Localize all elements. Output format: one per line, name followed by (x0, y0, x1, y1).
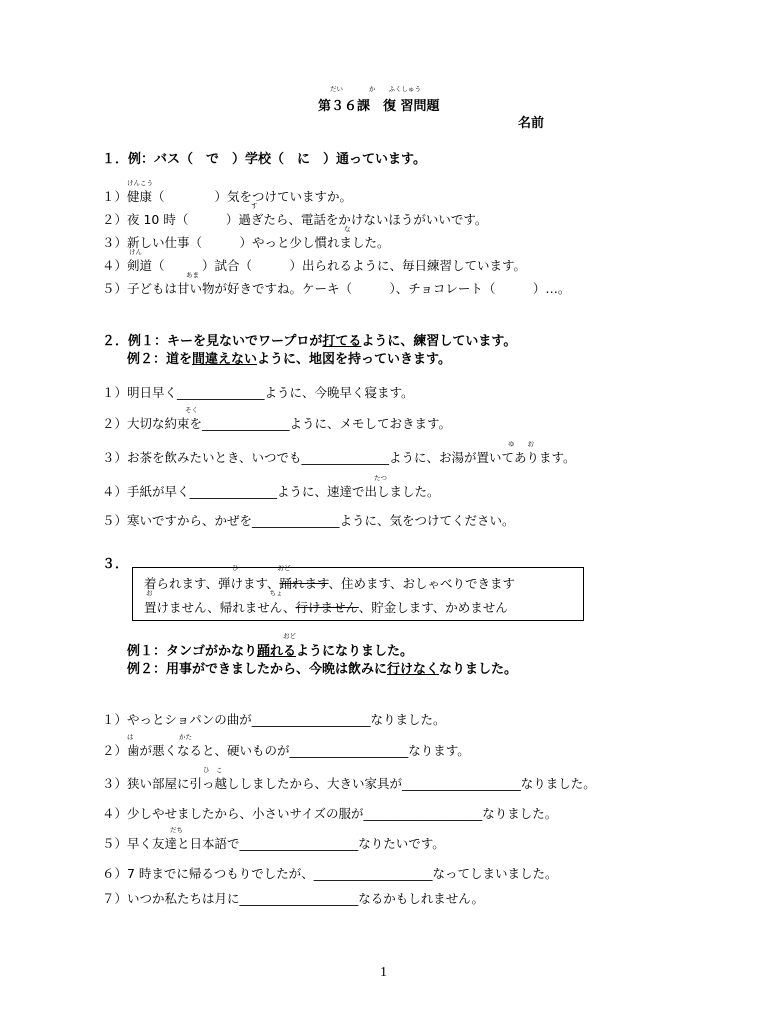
s1-item1-text: 健康（ ）気をつけていますか。 (127, 189, 353, 204)
s3-item2-text: 歯が悪くなると、硬いものが___________________なります。 (127, 743, 470, 758)
s3-item7-num: ７） (102, 891, 128, 906)
s2-item4-num: ４） (102, 484, 128, 499)
box-line2-struck: 行けません (295, 600, 359, 615)
s3-item6-num: ６） (102, 866, 128, 881)
s3-item1-text: やっとショパンの曲が___________________なりました。 (127, 712, 446, 727)
box-line1-b: 、住めます、おしゃべりできます (328, 576, 516, 591)
s1-item4-num: ４） (102, 258, 128, 273)
s3-item5-ruby: だち (170, 826, 183, 834)
box-line2 (144, 598, 508, 616)
page-title: 第３６課 復 習問題 (318, 99, 440, 114)
s1-item1-num: １） (102, 189, 128, 204)
box-line1-ruby: ひ おど (232, 564, 291, 572)
s2-item5-num: ５） (102, 513, 128, 528)
s1-item1-ruby: けんこう (127, 179, 153, 187)
section1-example: １．例：バス（ で ）学校（ に ）通っています。 (102, 152, 426, 167)
box-line2-b: 、貯金します、かめません (358, 600, 508, 615)
s3-item3-num: ３） (102, 776, 128, 791)
section2-example2-post: ように、地図を持っていきます。 (257, 352, 451, 367)
s2-item3-text: お茶を飲みたいとき、いつでも______________ように、お湯が置いてあります。 (127, 450, 576, 465)
s3-item3-text: 狭い部屋に引っ越ししましたから、大きい家具が___________________なりました。 (127, 776, 596, 791)
s1-item5-num: ５） (102, 281, 128, 296)
box-line1-a: 着られます、弾けます、 (144, 576, 280, 591)
s3-item5-num: ５） (102, 836, 128, 851)
section3-example1-underlined: 踊れる (257, 644, 297, 659)
s1-item3-ruby: な (344, 225, 351, 233)
s2-item1-text: 明日早く______________ように、今晩早く寝ます。 (127, 385, 414, 400)
box-line1-struck: 踊れます (279, 576, 329, 591)
s3-item4-text: 少しやせましたから、小さいサイズの服が___________________なりました。 (127, 806, 558, 821)
s2-item2-num: ２） (102, 416, 128, 431)
section3-example1-pre: 例１：タンゴがかなり (127, 644, 258, 659)
s1-item2-text: 夜 10 時（ ）過ぎたら、電話をかけないほうがいいです。 (127, 212, 488, 227)
s2-item4-text: 手紙が早く______________ように、速達で出しました。 (127, 484, 440, 499)
s1-item2-num: ２） (102, 212, 128, 227)
section3-example1-ruby: おど (283, 632, 296, 640)
section2-example1-post: ように、練習しています。 (361, 334, 517, 349)
s1-item3-text: 新しい仕事（ ）やっと少し慣れました。 (127, 235, 390, 250)
s3-item2-num: ２） (102, 743, 128, 758)
s1-item4-ruby: けん (129, 248, 142, 256)
s3-item2-ruby: は かた (127, 733, 192, 741)
section2-example2-pre: 例２：道を (127, 352, 193, 367)
section3-example1 (127, 640, 413, 659)
s2-item2-ruby: そく (185, 406, 198, 414)
s2-item4-ruby: たつ (374, 474, 387, 482)
section2-example1 (102, 330, 516, 349)
section3-example2-pre: 例２：用事ができましたから、今晩は飲みに (127, 662, 388, 677)
s1-item4-text: 剣道（ ）試合（ ）出られるように、毎日練習しています。 (127, 258, 527, 273)
box-line2-ruby: お ちょ (146, 589, 283, 597)
section3-example2-post: なりました。 (439, 662, 518, 677)
box-line2-a: 置けません、帰れません、 (144, 600, 296, 615)
section3-example1-post: ようになりました。 (296, 644, 414, 659)
section3-example2 (127, 658, 517, 677)
name-label: 名前 (518, 116, 545, 131)
s1-item2-ruby: す (251, 202, 258, 210)
s2-item3-num: ３） (102, 450, 128, 465)
s2-item1-num: １） (102, 385, 128, 400)
s2-item5-text: 寒いですから、かぜを______________ように、気をつけてください。 (127, 513, 515, 528)
s3-item6-text: 7 時までに帰るつもりでしたが、___________________なってしまいました。 (127, 866, 558, 881)
section3-example2-underlined: 行けなく (387, 662, 440, 677)
page-number: 1 (380, 965, 387, 980)
section3-number: ３． (102, 557, 129, 572)
s1-item5-ruby: あま (186, 271, 199, 279)
title-ruby: だい か ふくしゅう (330, 85, 421, 93)
s3-item1-num: １） (102, 712, 128, 727)
s3-item3-ruby: ひ こ (203, 766, 223, 774)
section2-example2-underlined: 間違えない (192, 352, 258, 367)
section2-example2 (127, 348, 451, 367)
section2-example1-pre: ２．例１：キーを見ないでワープロが (102, 334, 323, 349)
s3-item4-num: ４） (102, 806, 128, 821)
s3-item5-text: 早く友達と日本語で___________________なりたいです。 (127, 836, 445, 851)
s1-item3-num: ３） (102, 235, 128, 250)
s1-item5-text: 子どもは甘い物が好きですね。ケーキ（ ）、チョコレート（ ）…。 (127, 281, 571, 296)
section2-example1-underlined: 打てる (322, 334, 362, 349)
s3-item7-text: いつか私たちは月に___________________なるかもしれません。 (127, 891, 485, 906)
s2-item3-ruby: ゆ お (508, 440, 534, 448)
s2-item2-text: 大切な約束を______________ように、メモしておきます。 (127, 416, 452, 431)
